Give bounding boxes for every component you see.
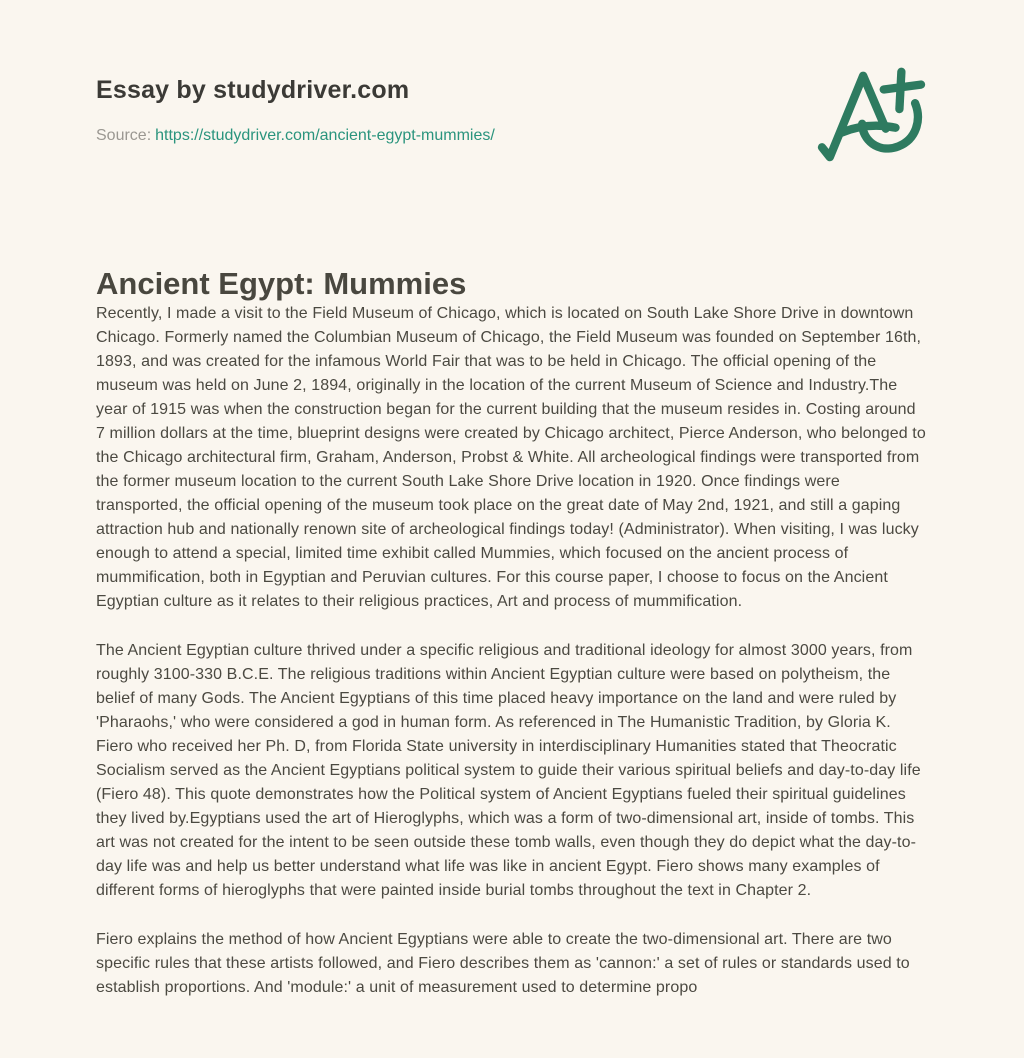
- header-text-block: [96, 70, 495, 145]
- article-body: [96, 302, 928, 1000]
- paragraph: Fiero explains the method of how Ancient Egyptians were able to create the two-dimensional art. There are two specific rules that these artists followed, and Fiero describes them as 'cannon:' a set of rules or standards used to establish proportions. And 'module:' a unit of measurement used to determine propo: [96, 931, 910, 996]
- byline: Essay by studydriver.com: [96, 76, 410, 104]
- source-row: [96, 127, 495, 145]
- paragraph: Recently, I made a visit to the Field Museum of Chicago, which is located on South Lake Shore Drive in downtown Chicago. Formerly named the Columbian Museum of Chicago, the Field Museum was founded on September 16th, 1893, and was created for the infamous World Fair that was to be held in Chicago. The official opening of the museum was held on June 2, 1894, originally in the location of the current Museum of Science and Industry.The year of 1915 was when the construction began for the current building that the museum resides in. Costing around 7 million dollars at the time, blueprint designs were created by Chicago architect, Pierce Anderson, who belonged to the Chicago architectural firm, Graham, Anderson, Probst & White. All archeological findings were transported from the former museum location to the current South Lake Shore Drive location in 1920. Once findings were transported, the official opening of the museum took place on the great date of May 2nd, 1921, and still a gaping attraction hub and nationally renown site of archeological findings today! (Administrator). When visiting, I was lucky enough to attend a special, limited time exhibit called Mummies, which focused on the ancient process of mummification, both in Egyptian and Peruvian cultures. For this course paper, I choose to focus on the Ancient Egyptian culture as it relates to their religious practices, Art and process of mummification.: [96, 305, 926, 610]
- a-plus-logo-icon: [816, 64, 926, 162]
- source-label: Source:: [96, 127, 152, 144]
- paragraph: The Ancient Egyptian culture thrived under a specific religious and traditional ideology for almost 3000 years, from roughly 3100-330 B.C.E. The religious traditions within Ancient Egyptian culture were based on polytheism, the belief of many Gods. The Ancient Egyptians of this time placed heavy importance on the land and were ruled by 'Pharaohs,' who were considered a god in human form. As referenced in The Humanistic Tradition, by Gloria K. Fiero who received her Ph. D, from Florida State university in interdisciplinary Humanities stated that Theocratic Socialism served as the Ancient Egyptians political system to guide their various spiritual beliefs and day-to-day life (Fiero 48). This quote demonstrates how the Political system of Ancient Egyptians fueled their spiritual guidelines they lived by.Egyptians used the art of Hieroglyphs, which was a form of two-dimensional art, inside of tombs. This art was not created for the intent to be seen outside these tomb walls, even though they do depict what the day-to-day life was and help us better understand what life was like in ancient Egypt. Fiero shows many examples of different forms of hieroglyphs that were painted inside burial tombs throughout the text in Chapter 2.: [96, 642, 921, 899]
- source-link[interactable]: https://studydriver.com/ancient-egypt-mummies/: [155, 127, 495, 144]
- document-header: [96, 70, 928, 162]
- page-title: Ancient Egypt: Mummies: [96, 266, 467, 301]
